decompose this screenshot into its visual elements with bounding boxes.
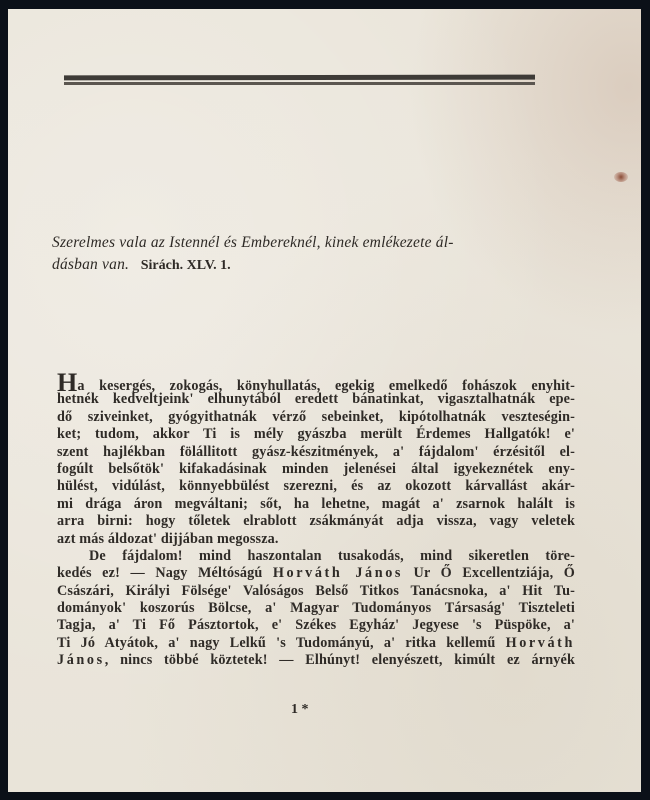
paper-stain — [614, 172, 628, 182]
body-line: fogúlt belsőtök' kifakadásinak minden jelenései által igyekeznétek eny- — [57, 460, 575, 477]
body-line — [57, 368, 575, 397]
header-rule-thick — [64, 75, 535, 81]
body-line: hetnék kedveltjeink' elhunytából eredett bánatinkat, vigasztalhatnák epe- — [57, 391, 575, 408]
document-page — [8, 9, 641, 792]
body-text — [57, 368, 575, 670]
body-line: azt más áldozat' dijjában megossza. — [57, 530, 279, 547]
paragraph2-line: dományok' koszorús Bölcse, a' Magyar Tudományos Társaság' Tiszteleti — [57, 600, 575, 617]
paragraph2-line — [57, 635, 575, 652]
drop-cap: H — [57, 368, 78, 397]
epigraph — [52, 232, 592, 277]
paragraph2-line: De fájdalom! mind haszontalan tusakodás, mind sikeretlen töre- — [89, 547, 575, 564]
person-name: Horváth János — [272, 565, 404, 582]
paragraph2-line: Császári, Királyi Fölsége' Valóságos Belső Titkos Tanácsnoka, a' Hit Tu- — [57, 582, 575, 599]
epigraph-reference: Sirách. XLV. 1. — [140, 258, 231, 273]
paragraph2-line: Tagja, a' Ti Fő Pásztortok, e' Székes Egyház' Jegyese 's Püspöke, a' — [57, 617, 575, 634]
person-name: János — [57, 652, 105, 669]
paragraph2-text: , nincs többé köztetek! — Elhúnyt! elenyészett, kimúlt ez árnyék — [104, 652, 575, 669]
epigraph-text-line2: dásban van. — [52, 256, 130, 273]
body-line: arra birni: hogy tőletek elrablott zsákmányát adja vissza, vagy veletek — [57, 513, 575, 530]
person-name: Horváth — [505, 634, 575, 651]
header-rule-thin — [64, 82, 535, 85]
paragraph2-text: kedés ez! — Nagy Méltóságú — [57, 565, 273, 582]
body-line-text: a kesergés, zokogás, könyhullatás, egekig emelkedő fohászok enyhit- — [77, 378, 575, 394]
body-line: dő sziveinket, gyógyithatnák vérző sebeinket, kipótolhatnák veszteségin- — [57, 408, 575, 425]
body-line: ket; tudom, akkor Ti is mély gyászba merült Érdemes Hallgatók! e' — [57, 426, 575, 443]
paragraph2-line — [57, 652, 575, 669]
signature-mark: 1 * — [291, 702, 309, 717]
paragraph2-line — [57, 565, 575, 582]
body-line: mi drága áron megváltani; sőt, ha lehetne, magát a' zsarnok halált is — [57, 495, 575, 512]
epigraph-text-line1: Szerelmes vala az Istennél és Embereknél, kinek emlékezete ál- — [52, 234, 454, 251]
paragraph2-text: Ti Jó Atyátok, a' nagy Lelkű 's Tudományú, a' ritka kellemű — [57, 634, 506, 651]
body-line: hülést, vidúlást, könnyebbülést szerezni, és az okozott kárvallást akár- — [57, 478, 575, 495]
body-line: szent hajlékban fölállitott gyász-készitmények, a' fájdalom' érzésitől el- — [57, 443, 575, 460]
header-double-rule — [64, 75, 535, 86]
paragraph2-text: Ur Ő Excellentziája, Ő — [403, 565, 575, 582]
